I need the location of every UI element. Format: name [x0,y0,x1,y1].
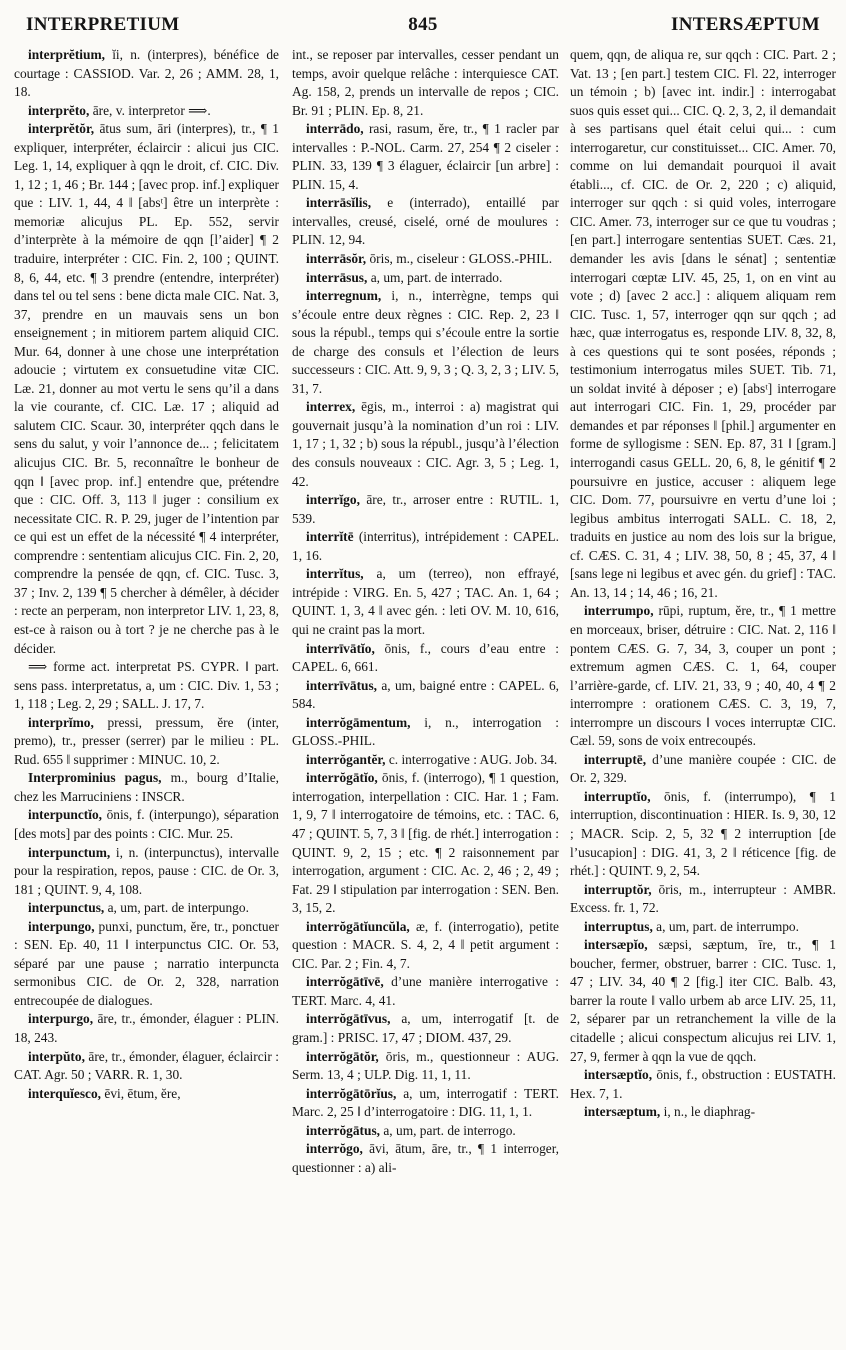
dictionary-entry [14,918,279,1011]
column-1 [14,46,279,1344]
dictionary-entry [14,658,279,714]
entry-headword: interpunctum, [28,844,111,860]
dictionary-entry [14,1010,279,1047]
entry-headword: interrŏgātĭuncŭla, [306,918,410,934]
dictionary-entry [292,250,559,269]
dictionary-entry [292,1140,559,1177]
entry-definition: a, um, part. de interrado. [367,269,503,285]
dictionary-entry [292,287,559,398]
dictionary-entry [570,46,836,602]
entry-definition: i, n., le diaphrag- [660,1104,756,1120]
entry-headword: interquĭesco, [28,1085,102,1101]
entry-definition: a, um, part. de interrumpo. [652,918,799,934]
entry-definition: āre, tr., émonder, élaguer, éclaircir : CAT. Agr. 50 ; VARR. R. 1, 30. [14,1048,279,1083]
entry-definition: ōnis, f., cours d’eau entre : CAPEL. 6, 661. [292,640,559,675]
entry-headword: interrŏgantĕr, [306,751,386,767]
dictionary-entry [292,1010,559,1047]
dictionary-entry [14,1048,279,1085]
entry-definition: a, um, interrogatif : TERT. Marc. 2, 25 ‖ d’interrogatoire : DIG. 11, 1, 1. [292,1085,559,1120]
entry-definition: rūpi, ruptum, ĕre, tr., ¶ 1 mettre en morceaux, briser, détruire : CIC. Nat. 2, 116 ‖ pontem CÆS. G. 7, 34, 3, couper un pont ; extremum agmen CÆS. C. 1, 64, couper l’arrière-garde, cf. LIV. 21, 33, 9 ; 40, 40, 4 ¶ 2 interrompre : orationem CÆS. C. 3, 19, 7, interrompre un discours ‖ voces interruptæ CIC. Cæl. 59, sons de voix entrecoupés. [570,603,836,749]
entry-headword: interrĭgo, [306,492,360,508]
entry-headword: interruptŏr, [584,881,652,897]
entry-definition: d’une manière coupée : CIC. de Or. 2, 329. [570,751,836,786]
dictionary-entry [14,806,279,843]
dictionary-entry [570,1103,836,1122]
entry-headword: interpŭto, [28,1048,85,1064]
entry-definition: ⟹ forme act. interpretat PS. CYPR. ‖ part. sens pass. interpretatus, a, um : CIC. Div. 1, 53 ; 1, 118 ; Leg. 2, 29 ; SALL. J. 17, 7. [14,659,279,712]
entry-headword: interrŏgo, [306,1141,363,1157]
page-number: 845 [408,14,438,35]
entry-definition: a, um, part. de interrogo. [380,1122,516,1138]
entry-definition: ōnis, f. (interrogo), ¶ 1 question, interrogation, interpellation : CIC. Har. 1 ; Fam. 1, 9, 7 ‖ interrogatoire de témoins, etc. : TAC. 6, 47 ; QUINT. 5, 7, 3 ‖ [fig. de rhét.] interrogation : QUINT. 9, 2, 15 ; etc. ¶ 2 raisonnement par interrogation, argument : CIC. Ac. 2, 46 ; 2, 49 ; Fat. 29 ‖ stipulation par interrogation : SEN. Ben. 3, 15, 2. [292,770,559,916]
entry-headword: interrāsus, [306,269,368,285]
dictionary-entry [292,769,559,917]
entry-headword: interrāsĭlis, [306,195,372,211]
column-3 [570,46,836,1344]
entry-headword: interpunctus, [28,900,105,916]
dictionary-entry [292,973,559,1010]
dictionary-entry [292,751,559,770]
entry-definition: āre, tr., émonder, élaguer : PLIN. 18, 243. [14,1011,279,1045]
entry-headword: interrādo, [306,121,364,137]
entry-definition: æ, f. (interrogatio), petite question : MACR. S. 4, 2, 4 ‖ petit argument : CIC. Par. 2 ; Fin. 4, 7. [292,918,559,971]
entry-definition: ēvi, ētum, ĕre, [101,1085,181,1101]
dictionary-entry [292,1048,559,1085]
entry-definition: āre, v. interpretor ⟹. [89,102,211,118]
entry-definition: i, n., interrogation : GLOSS.-PHIL. [292,714,559,749]
dictionary-entry [292,677,559,714]
entry-headword: interregnum, [306,288,382,304]
entry-definition: a, um, baigné entre : CAPEL. 6, 584. [292,677,559,712]
dictionary-entry [292,491,559,528]
entry-definition: ēgis, m., interroi : a) magistrat qui gouvernait jusqu’à la nomination d’un roi : LIV. 1, 17 ; 1, 32 ; b) sous la républ., jusqu’à l’élection des consuls nouveaux : CIC. Agr. 3, 5 ; Leg. 1, 42. [292,399,559,489]
entry-definition: (interritus), intrépidement : CAPEL. 1, 16. [292,529,559,563]
entry-headword: interrex, [306,399,356,415]
dictionary-entry [14,102,279,121]
entry-headword: interrŏgātōrĭus, [306,1085,397,1101]
entry-definition: a, um, interrogatif [t. de gram.] : PRISC. 17, 47 ; DIOM. 437, 29. [292,1011,559,1045]
right-running-head: INTERSÆPTUM [671,14,820,35]
entry-definition: quem, qqn, de aliqua re, sur qqch : CIC. Part. 2 ; Vat. 13 ; [en part.] testem CIC. Fl. 22, interroger un témoin ; b) [avec int. indir.] : interrogabat suos quis esset qui... CIC. Q. 2, 3, 2, il demandait à ses partisans quel était celui qui... : cum interrogaretur, cur constituisset... CIC. Amer. 70, comme on lui demandait pourquoi il avait établi..., cf. CIC. de Or. 2, 220 ; c) aliquid, interroger sur qqch : si quid voles, interrogare CIC. Amer. 73, interroger sur ce que tu voudras ; [en part.] interrogare sententias SUET. Cæs. 21, demander les avis [dans le sénat] ; sententiæ interrogari cœptæ LIV. 45, 25, 1, on en vint au vote ; d) [avec 2 acc.] : aliquem aliquam rem CIC. Tusc. 1, 57, interroger qqn sur qqch ; ad hæc, quæ interrogatus es, responde LIV. 8, 32, 8, à ces questions qui te sont posées, réponds ; testimonium interrogatus miles SUET. Tib. 71, un soldat invité à déposer ; e) [absᵗ] interrogare aut interrogari CIC. Fin. 1, 29, procéder par demandes et par réponses ‖ [phil.] argumenter en forme de syllogisme : SEN. Ep. 87, 31 ‖ [gram.] interrogandi casus GELL. 20, 6, 8, le génitif ¶ 2 poursuivre en justice, accuser : aliquem lege CIC. Dom. 77, poursuivre en vertu d’une loi ; legibus ambitus interrogati SALL. C. 18, 2, traduits en justice au nom des lois sur la brigue, cf. CÆS. C. 31, 4 ; LIV. 38, 50, 8 ; 45, 37, 4 ‖ [sans lege ni legibus et avec gén. du grief] : TAC. An. 13, 14 ; 14, 46 ; 16, 21. [570,47,836,600]
dictionary-entry [570,881,836,918]
entry-definition: a, um, part. de interpungo. [104,900,249,916]
entry-headword: Interprominius pagus, [28,770,162,786]
dictionary-entry [14,120,279,658]
entry-definition: pressi, pressum, ĕre (inter, premo), tr., presser (serrer) par le milieu : PL. Rud. 655 ‖ supprimer : MINUC. 10, 2. [14,714,279,767]
entry-headword: interpurgo, [28,1011,94,1027]
dictionary-entry [570,788,836,881]
entry-definition: ōnis, f. (interrumpo), ¶ 1 interruption, discontinuation : HIER. Is. 9, 30, 12 ; MACR. Scip. 2, 5, 32 ¶ 2 interruption [de l’usucapion] : DIG. 41, 3, 2 ‖ réticence [fig. de rhét.] : QUINT. 9, 2, 54. [570,788,836,879]
dictionary-entry [14,899,279,918]
dictionary-entry [570,936,836,1066]
entry-definition: i, n., interrègne, temps qui s’écoule entre deux règnes : CIC. Rep. 2, 23 ‖ sous la républ., temps qui s’écoule entre la sortie de charge des consuls et l’élection de leurs successeurs : CIC. Att. 9, 9, 3 ; Q. 3, 2, 3 ; LIV. 5, 31, 7. [292,288,559,396]
entry-headword: intersæpĭo, [584,937,648,953]
dictionary-entry [292,1122,559,1141]
entry-headword: interrŏgātĭo, [306,770,378,786]
entry-definition: ōnis, f. (interpungo), séparation [des mots] par des points : CIC. Mur. 25. [14,807,279,841]
dictionary-entry [292,194,559,250]
entry-headword: interrĭtus, [306,566,364,582]
entry-headword: interpungo, [28,918,95,934]
dictionary-entry [14,46,279,102]
entry-headword: interrŏgātīvus, [306,1011,391,1027]
entry-definition: c. interrogative : AUG. Job. 34. [385,751,558,767]
dictionary-entry [292,120,559,194]
entry-definition: int., se reposer par intervalles, cesser pendant un temps, avoir quelque relâche : interquiesce CAT. Ag. 158, 2, prends un intervalle de repos ; CIC. Br. 91 ; PLIN. Ep. 8, 21. [292,47,559,118]
dictionary-entry [292,565,559,639]
entry-headword: intersæptĭo, [584,1067,653,1083]
entry-definition: i, n. (interpunctus), intervalle pour la respiration, repos, pause : CIC. de Or. 3, 181 ; QUINT. 9, 4, 108. [14,844,279,897]
entry-definition: a, um (terreo), non effrayé, intrépide : VIRG. En. 5, 427 ; TAC. An. 1, 64 ; QUINT. 1, 3, 4 ‖ avec gén. : leti OV. M. 10, 616, qui ne craint pas la mort. [292,566,559,637]
column-2 [292,46,559,1344]
dictionary-entry [570,1066,836,1103]
entry-headword: interprĕtŏr, [28,121,95,137]
entry-headword: interrīvātĭo, [306,640,375,656]
entry-definition: sæpsi, sæptum, īre, tr., ¶ 1 boucher, fermer, obstruer, barrer : CIC. Tusc. 1, 47 ; LIV. 34, 40 ¶ 2 [fig.] iter CIC. Balb. 43, barrer la route ‖ vallo urbem ab arce LIV. 25, 11, 2, séparer par un retranchement la ville de la citadelle ; alicui conspectum alicujus rei LIV. 1, 27, 9, fermer à qqn la vue de qqch. [570,937,836,1064]
dictionary-entry [292,46,559,120]
dictionary-entry [570,751,836,788]
entry-definition: ōnis, f., obstruction : EUSTATH. Hex. 7, 1. [570,1067,836,1101]
entry-definition: ōris, m., questionneur : AUG. Serm. 13, 4 ; ULP. Dig. 11, 1, 11. [292,1048,559,1083]
entry-headword: interprĕto, [28,102,90,118]
entry-definition: ĭi, n. (interpres), bénéfice de courtage : CASSIOD. Var. 2, 26 ; AMM. 28, 1, 18. [14,47,279,100]
dictionary-entry [14,844,279,900]
dictionary-entry [292,918,559,974]
dictionary-entry [292,640,559,677]
entry-headword: interruptĭo, [584,788,651,804]
entry-headword: interrŏgātīvē, [306,974,384,990]
dictionary-entry [292,528,559,565]
entry-headword: interrĭtē [306,529,354,545]
entry-definition: d’une manière interrogative : TERT. Marc. 4, 41. [292,974,559,1008]
entry-headword: interrīvātus, [306,677,378,693]
entry-headword: interrumpo, [584,603,654,619]
entry-headword: interrŏgātŏr, [306,1048,379,1064]
dictionary-entry [292,1085,559,1122]
entry-definition: āvi, ātum, āre, tr., ¶ 1 interroger, questionner : a) ali- [292,1141,559,1175]
entry-definition: e (interrado), entaillé par intervalles, creusé, ciselé, orné de moulures : PLIN. 12, 94. [292,195,559,248]
running-header [0,0,846,46]
entry-headword: interprĭmo, [28,714,94,730]
text-columns [14,46,836,1344]
dictionary-entry [570,602,836,750]
entry-definition: ōris, m., ciseleur : GLOSS.-PHIL. [366,251,553,267]
left-running-head: INTERPRETIUM [26,14,180,35]
dictionary-entry [570,918,836,937]
entry-headword: interrŏgātus, [306,1122,381,1138]
entry-headword: interpunctĭo, [28,807,103,823]
entry-definition: punxi, punctum, ĕre, tr., ponctuer : SEN. Ep. 40, 11 ‖ interpunctus CIC. Or. 53, séparé par une pause ; narratio interpuncta sermonibus CIC. de Or. 2, 328, narration entrecoupée de dialogues. [14,918,279,1008]
dictionary-entry [14,714,279,770]
entry-headword: interrāsŏr, [306,251,367,267]
entry-headword: interrŏgāmentum, [306,714,411,730]
dictionary-entry [292,714,559,751]
entry-headword: interruptus, [584,918,653,934]
dictionary-entry [292,269,559,288]
dictionary-entry [14,1085,279,1104]
entry-headword: interruptē, [584,751,647,767]
dictionary-entry [292,398,559,491]
entry-definition: rasi, rasum, ĕre, tr., ¶ 1 racler par intervalles : P.-NOL. Carm. 27, 254 ¶ 2 ciseler : PLIN. 33, 139 ¶ 3 élaguer, éclaircir [un arbre] : PLIN. 15, 4. [292,121,559,192]
entry-headword: interprĕtium, [28,47,105,62]
entry-definition: ōris, m., interrupteur : AMBR. Excess. fr. 1, 72. [570,881,836,916]
dictionary-entry [14,769,279,806]
entry-definition: m., bourg d’Italie, chez les Marruciniens : INSCR. [14,770,279,804]
entry-definition: ātus sum, āri (interpres), tr., ¶ 1 expliquer, interpréter, éclaircir : alicui jus CIC. Leg. 1, 14, expliquer à qqn le droit, cf. CIC. Div. 1, 12 ; 1, 46 ; Br. 144 ; [avec prop. inf.] expliquer que : LIV. 1, 44, 4 ‖ [absᵗ] être un interprète : memoriæ alicujus PL. Ep. 552, servir d’interprète à la mémoire de qqn [l’aider] ¶ 2 traduire, interpréter : CIC. Fin. 2, 100 ; QUINT. 8, 6, 44, etc. ¶ 3 prendre (entendre, interpréter) dans tel ou tel sens : bene dicta male CIC. Nat. 3, 37, prendre en un mauvais sens un bon enseignement ; in mitiorem partem aliquid CIC. Mur. 64, donner à une chose une interprétation adoucie ; virtutem ex consuetudine vitæ CIC. Læ. 21, donner au mot vertu le sens qu’il a dans la vie courante, cf. CIC. Læ. 17 ; aliquid ad salutem CIC. Scaur. 30, interpréter qqch dans le sens du salut, y voir l’annonce de... ; felicitatem alicujus CIC. Br. 5, reconnaître le bonheur de qqn ‖ [avec prop. inf.] entendre que, prétendre que : CIC. Off. 3, 113 ‖ juger : consilium ex necessitate CIC. R. P. 29, juger de l’intention par ce qui est un effet de la nécessité ¶ 4 interpréter, comprendre : sententiam alicujus CIC. Fin. 2, 20, comprendre la pensée de qqn, cf. CIC. Tusc. 3, 37 ; Inv. 2, 139 ¶ 5 chercher à démêler, à décider : recte an perperam, non interpretor LIV. 1, 23, 8, est-ce à raison ou à tort ? je ne cherche pas à le décider. [14,121,279,656]
entry-definition: āre, tr., arroser entre : RUTIL. 1, 539. [292,492,559,526]
entry-headword: intersæptum, [584,1104,661,1120]
